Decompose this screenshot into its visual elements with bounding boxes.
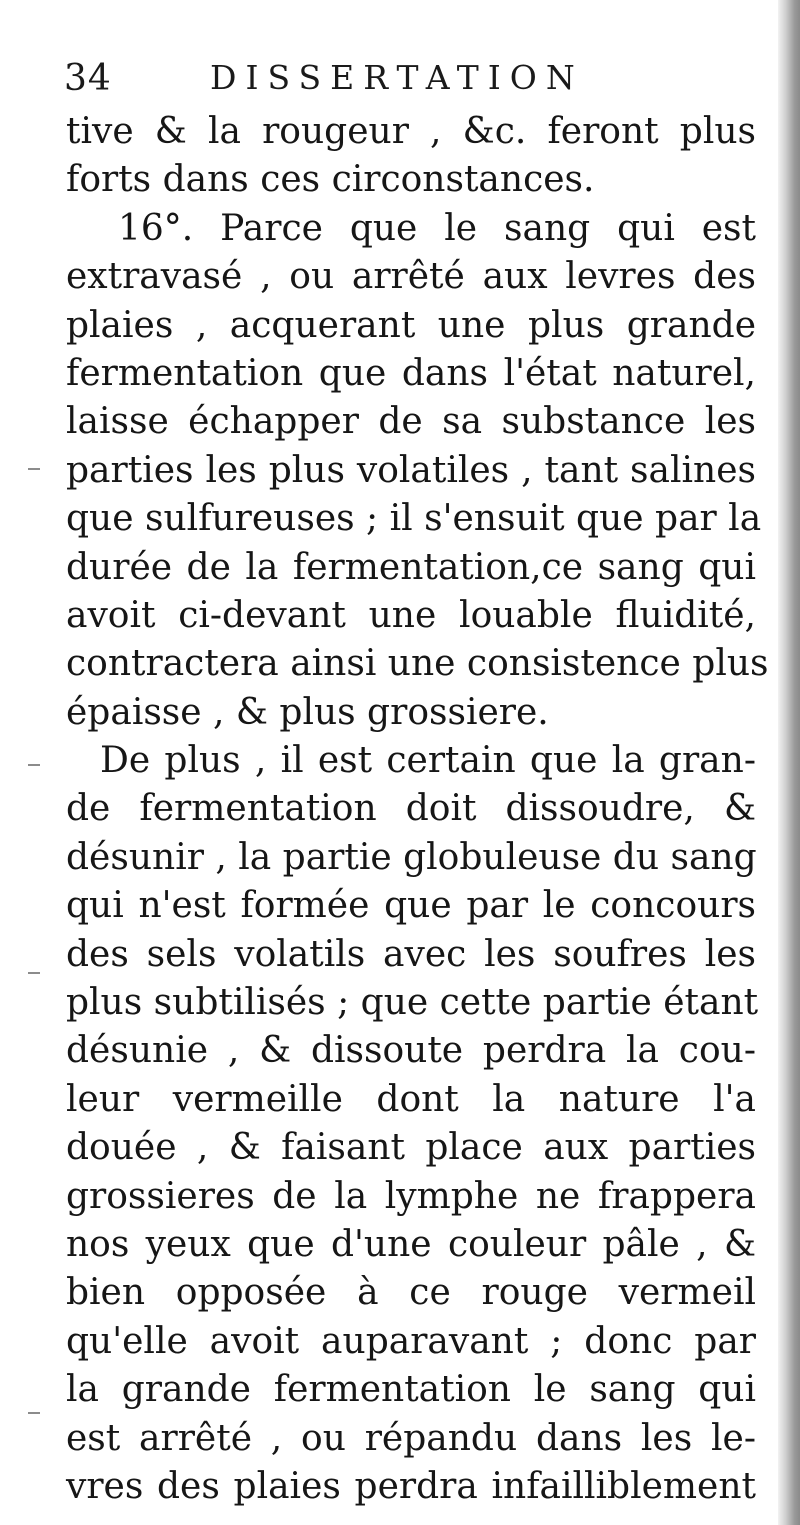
text-line: est arrêté , ou répandu dans les le- bbox=[66, 1417, 756, 1459]
text-line: durée de la fermentation,ce sang qui bbox=[66, 546, 756, 588]
text-line: que sulfureuses ; il s'ensuit que par la bbox=[66, 498, 762, 540]
page-number: 34 bbox=[64, 58, 112, 99]
text-line: extravasé , ou arrêté aux levres des bbox=[66, 256, 756, 298]
text-line: laisse échapper de sa substance les bbox=[66, 401, 756, 443]
text-line: grossieres de la lymphe ne frappera bbox=[66, 1175, 756, 1217]
text-line: 16°. Parce que le sang qui est bbox=[118, 207, 756, 249]
text-line: parties les plus volatiles , tant salines bbox=[66, 449, 756, 491]
text-line: de fermentation doit dissoudre, & bbox=[66, 788, 756, 830]
page-edge-shadow bbox=[778, 0, 800, 1525]
text-line: tive & la rougeur , &c. feront plus bbox=[66, 111, 756, 152]
page-header bbox=[60, 52, 760, 112]
text-line: fermentation que dans l'état naturel, bbox=[66, 352, 756, 394]
text-line: De plus , il est certain que la gran- bbox=[100, 740, 756, 782]
text-line: avoit ci-devant une louable fluidité, bbox=[66, 594, 756, 636]
body-text bbox=[66, 108, 769, 1511]
text-line: épaisse , & plus grossiere. bbox=[66, 691, 549, 733]
text-line: des sels volatils avec les soufres les bbox=[66, 933, 756, 975]
text-line: plus subtilisés ; que cette partie étant bbox=[66, 982, 759, 1024]
text-line: désunie , & dissoute perdra la cou- bbox=[66, 1030, 756, 1072]
text-line: plaies , acquerant une plus grande bbox=[66, 304, 756, 346]
text-line: la grande fermentation le sang qui bbox=[66, 1369, 756, 1411]
text-line: vres des plaies perdra infailliblement bbox=[66, 1465, 756, 1507]
text-line: contractera ainsi une consistence plus bbox=[66, 643, 769, 685]
running-head: DISSERTATION bbox=[210, 58, 584, 97]
text-line: qu'elle avoit auparavant ; donc par bbox=[66, 1320, 756, 1362]
text-line: nos yeux que d'une couleur pâle , & bbox=[66, 1223, 756, 1265]
text-line: qui n'est formée que par le concours bbox=[66, 885, 756, 927]
text-line: douée , & faisant place aux parties bbox=[66, 1127, 756, 1169]
text-line: forts dans ces circonstances. bbox=[66, 159, 595, 201]
text-line: leur vermeille dont la nature l'a bbox=[66, 1078, 756, 1120]
text-line: désunir , la partie globuleuse du sang bbox=[66, 836, 757, 878]
text-line: bien opposée à ce rouge vermeil bbox=[66, 1272, 756, 1314]
